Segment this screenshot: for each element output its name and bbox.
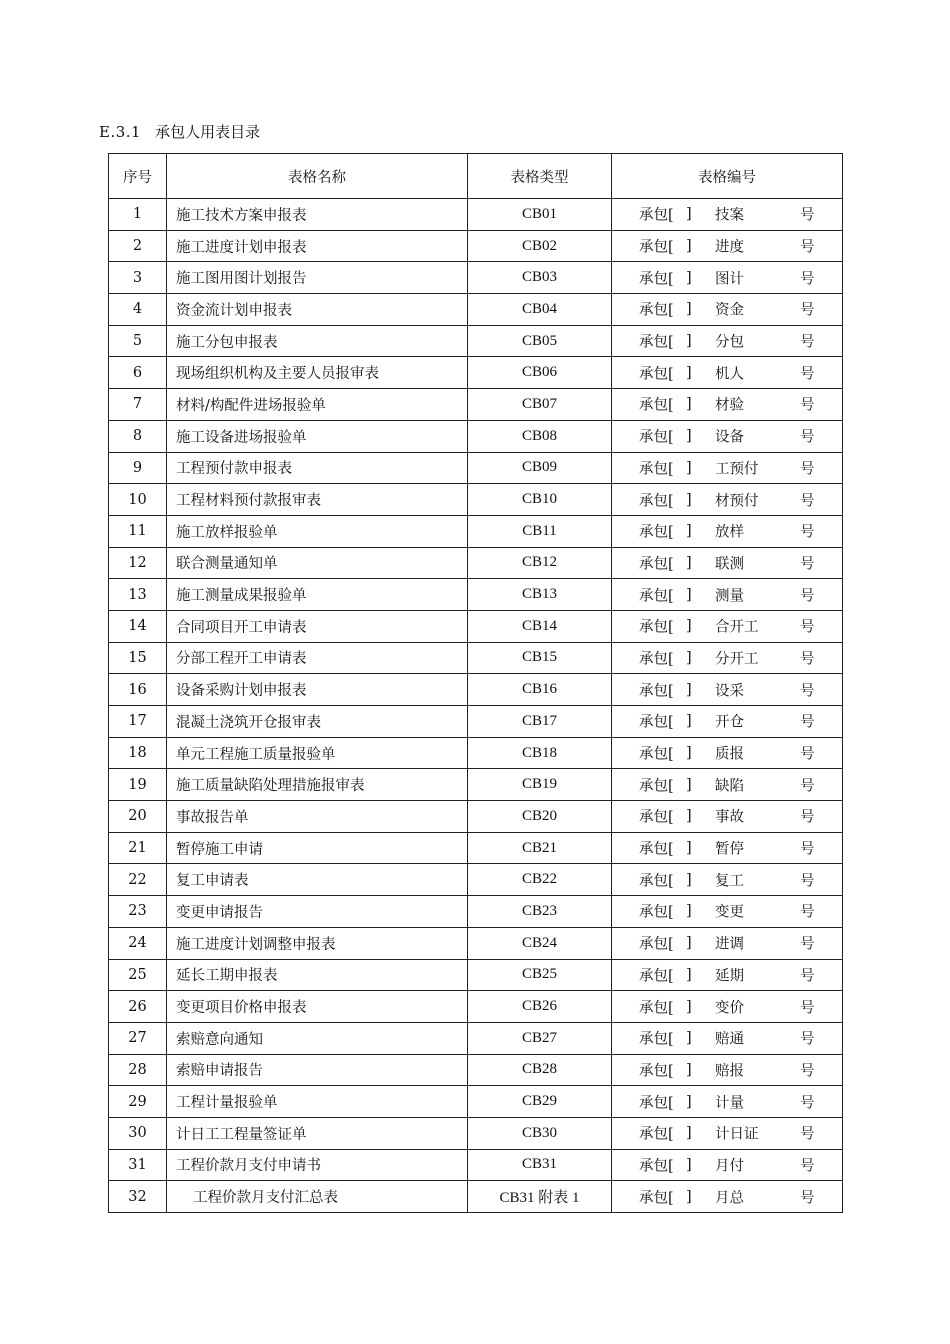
form-type: CB01 bbox=[468, 199, 612, 231]
code-bracket-close: ] bbox=[686, 1156, 692, 1173]
code-bracket-close: ] bbox=[686, 396, 692, 413]
table-row bbox=[109, 294, 843, 326]
form-type: CB06 bbox=[468, 357, 612, 389]
form-type: CB03 bbox=[468, 262, 612, 294]
form-name: 工程预付款申报表 bbox=[167, 452, 468, 484]
form-name: 施工质量缺陷处理措施报审表 bbox=[167, 769, 468, 801]
form-name: 索赔意向通知 bbox=[167, 1022, 468, 1054]
form-name: 事故报告单 bbox=[167, 801, 468, 833]
code-suffix: 号 bbox=[800, 1190, 815, 1207]
code-abbreviation: 资金 bbox=[715, 302, 744, 319]
code-abbreviation: 联测 bbox=[715, 556, 744, 573]
form-name: 工程价款月支付汇总表 bbox=[167, 1181, 468, 1213]
table-row bbox=[109, 959, 843, 991]
code-bracket-close: ] bbox=[686, 238, 692, 255]
code-prefix: 承包[ bbox=[639, 271, 674, 288]
code-prefix: 承包[ bbox=[639, 588, 674, 605]
form-name: 施工放样报验单 bbox=[167, 515, 468, 547]
form-name: 施工分包申报表 bbox=[167, 325, 468, 357]
code-suffix: 号 bbox=[800, 1031, 815, 1048]
form-code bbox=[612, 959, 843, 991]
code-abbreviation: 分开工 bbox=[715, 651, 759, 668]
form-type: CB02 bbox=[468, 230, 612, 262]
code-suffix: 号 bbox=[800, 207, 815, 224]
table-row bbox=[109, 1054, 843, 1086]
table-row bbox=[109, 896, 843, 928]
code-suffix: 号 bbox=[800, 936, 815, 953]
form-name: 资金流计划申报表 bbox=[167, 294, 468, 326]
code-abbreviation: 变价 bbox=[715, 1000, 744, 1017]
form-name: 索赔申请报告 bbox=[167, 1054, 468, 1086]
table-row bbox=[109, 1181, 843, 1213]
code-bracket-close: ] bbox=[686, 1061, 692, 1078]
form-code bbox=[612, 515, 843, 547]
code-bracket-close: ] bbox=[686, 586, 692, 603]
form-name: 复工申请表 bbox=[167, 864, 468, 896]
code-prefix: 承包[ bbox=[639, 302, 674, 319]
code-abbreviation: 事故 bbox=[715, 809, 744, 826]
code-abbreviation: 复工 bbox=[715, 873, 744, 890]
row-index: 26 bbox=[109, 991, 167, 1023]
table-row bbox=[109, 991, 843, 1023]
code-prefix: 承包[ bbox=[639, 778, 674, 795]
row-index: 11 bbox=[109, 515, 167, 547]
form-name: 联合测量通知单 bbox=[167, 547, 468, 579]
table-row bbox=[109, 674, 843, 706]
form-type: CB07 bbox=[468, 389, 612, 421]
form-type: CB16 bbox=[468, 674, 612, 706]
table-row bbox=[109, 801, 843, 833]
form-name: 施工图用图计划报告 bbox=[167, 262, 468, 294]
code-bracket-close: ] bbox=[686, 491, 692, 508]
table-row bbox=[109, 199, 843, 231]
code-bracket-close: ] bbox=[686, 776, 692, 793]
table-row bbox=[109, 325, 843, 357]
table-row bbox=[109, 927, 843, 959]
row-index: 19 bbox=[109, 769, 167, 801]
code-suffix: 号 bbox=[800, 524, 815, 541]
form-type: CB28 bbox=[468, 1054, 612, 1086]
form-name: 施工测量成果报验单 bbox=[167, 579, 468, 611]
code-abbreviation: 进调 bbox=[715, 936, 744, 953]
form-code bbox=[612, 674, 843, 706]
code-bracket-close: ] bbox=[686, 364, 692, 381]
form-type: CB21 bbox=[468, 832, 612, 864]
form-name: 延长工期申报表 bbox=[167, 959, 468, 991]
code-suffix: 号 bbox=[800, 778, 815, 795]
form-code bbox=[612, 1022, 843, 1054]
code-bracket-close: ] bbox=[686, 1188, 692, 1205]
form-name: 分部工程开工申请表 bbox=[167, 642, 468, 674]
code-abbreviation: 月付 bbox=[715, 1158, 744, 1175]
form-type: CB25 bbox=[468, 959, 612, 991]
row-index: 24 bbox=[109, 927, 167, 959]
row-index: 27 bbox=[109, 1022, 167, 1054]
code-suffix: 号 bbox=[800, 461, 815, 478]
code-suffix: 号 bbox=[800, 683, 815, 700]
code-bracket-close: ] bbox=[686, 269, 692, 286]
row-index: 15 bbox=[109, 642, 167, 674]
code-abbreviation: 暂停 bbox=[715, 841, 744, 858]
code-prefix: 承包[ bbox=[639, 683, 674, 700]
code-prefix: 承包[ bbox=[639, 524, 674, 541]
code-bracket-close: ] bbox=[686, 428, 692, 445]
table-row bbox=[109, 1086, 843, 1118]
table-row bbox=[109, 769, 843, 801]
code-bracket-close: ] bbox=[686, 713, 692, 730]
row-index: 14 bbox=[109, 610, 167, 642]
code-bracket-close: ] bbox=[686, 840, 692, 857]
form-code bbox=[612, 801, 843, 833]
form-code bbox=[612, 262, 843, 294]
form-code bbox=[612, 1181, 843, 1213]
code-suffix: 号 bbox=[800, 302, 815, 319]
code-prefix: 承包[ bbox=[639, 746, 674, 763]
row-index: 20 bbox=[109, 801, 167, 833]
column-header-type: 表格类型 bbox=[468, 154, 612, 199]
row-index: 1 bbox=[109, 199, 167, 231]
form-type: CB26 bbox=[468, 991, 612, 1023]
section-title: 承包人用表目录 bbox=[155, 123, 261, 141]
code-bracket-close: ] bbox=[686, 935, 692, 952]
column-header-name: 表格名称 bbox=[167, 154, 468, 199]
form-code bbox=[612, 199, 843, 231]
form-name: 施工设备进场报验单 bbox=[167, 420, 468, 452]
row-index: 31 bbox=[109, 1149, 167, 1181]
table-row bbox=[109, 230, 843, 262]
code-bracket-close: ] bbox=[686, 459, 692, 476]
form-code bbox=[612, 1149, 843, 1181]
code-abbreviation: 材验 bbox=[715, 397, 744, 414]
form-name: 施工进度计划申报表 bbox=[167, 230, 468, 262]
form-type: CB05 bbox=[468, 325, 612, 357]
table-row bbox=[109, 452, 843, 484]
code-prefix: 承包[ bbox=[639, 809, 674, 826]
code-abbreviation: 设采 bbox=[715, 683, 744, 700]
form-name: 施工进度计划调整申报表 bbox=[167, 927, 468, 959]
row-index: 28 bbox=[109, 1054, 167, 1086]
form-type: CB22 bbox=[468, 864, 612, 896]
form-code bbox=[612, 1117, 843, 1149]
form-type: CB18 bbox=[468, 737, 612, 769]
table-row bbox=[109, 1117, 843, 1149]
code-bracket-close: ] bbox=[686, 681, 692, 698]
code-suffix: 号 bbox=[800, 873, 815, 890]
code-prefix: 承包[ bbox=[639, 1031, 674, 1048]
code-prefix: 承包[ bbox=[639, 873, 674, 890]
table-row bbox=[109, 357, 843, 389]
table-row bbox=[109, 484, 843, 516]
code-abbreviation: 延期 bbox=[715, 968, 744, 985]
form-type: CB04 bbox=[468, 294, 612, 326]
code-bracket-close: ] bbox=[686, 1030, 692, 1047]
row-index: 13 bbox=[109, 579, 167, 611]
code-prefix: 承包[ bbox=[639, 429, 674, 446]
form-type: CB24 bbox=[468, 927, 612, 959]
form-code bbox=[612, 769, 843, 801]
table-row bbox=[109, 515, 843, 547]
row-index: 32 bbox=[109, 1181, 167, 1213]
row-index: 2 bbox=[109, 230, 167, 262]
form-code bbox=[612, 452, 843, 484]
code-suffix: 号 bbox=[800, 429, 815, 446]
form-name: 合同项目开工申请表 bbox=[167, 610, 468, 642]
table-row bbox=[109, 642, 843, 674]
form-type: CB10 bbox=[468, 484, 612, 516]
code-prefix: 承包[ bbox=[639, 207, 674, 224]
form-type: CB12 bbox=[468, 547, 612, 579]
code-abbreviation: 月总 bbox=[715, 1190, 744, 1207]
code-prefix: 承包[ bbox=[639, 1158, 674, 1175]
code-abbreviation: 图计 bbox=[715, 271, 744, 288]
code-prefix: 承包[ bbox=[639, 397, 674, 414]
form-code bbox=[612, 706, 843, 738]
form-type: CB23 bbox=[468, 896, 612, 928]
code-suffix: 号 bbox=[800, 397, 815, 414]
row-index: 4 bbox=[109, 294, 167, 326]
code-bracket-close: ] bbox=[686, 618, 692, 635]
code-suffix: 号 bbox=[800, 366, 815, 383]
section-heading bbox=[99, 121, 260, 143]
row-index: 7 bbox=[109, 389, 167, 421]
code-prefix: 承包[ bbox=[639, 1126, 674, 1143]
code-prefix: 承包[ bbox=[639, 1095, 674, 1112]
row-index: 18 bbox=[109, 737, 167, 769]
code-bracket-close: ] bbox=[686, 333, 692, 350]
code-prefix: 承包[ bbox=[639, 1063, 674, 1080]
code-prefix: 承包[ bbox=[639, 714, 674, 731]
code-abbreviation: 质报 bbox=[715, 746, 744, 763]
code-abbreviation: 设备 bbox=[715, 429, 744, 446]
row-index: 8 bbox=[109, 420, 167, 452]
form-type: CB30 bbox=[468, 1117, 612, 1149]
form-catalog-table bbox=[108, 153, 843, 1213]
row-index: 9 bbox=[109, 452, 167, 484]
code-suffix: 号 bbox=[800, 904, 815, 921]
section-number: E.3.1 bbox=[99, 123, 142, 141]
form-code bbox=[612, 547, 843, 579]
code-abbreviation: 技案 bbox=[715, 207, 744, 224]
form-code bbox=[612, 325, 843, 357]
form-type: CB29 bbox=[468, 1086, 612, 1118]
form-code bbox=[612, 832, 843, 864]
row-index: 17 bbox=[109, 706, 167, 738]
code-abbreviation: 赔报 bbox=[715, 1063, 744, 1080]
form-type: CB17 bbox=[468, 706, 612, 738]
row-index: 23 bbox=[109, 896, 167, 928]
table-row bbox=[109, 389, 843, 421]
row-index: 25 bbox=[109, 959, 167, 991]
code-prefix: 承包[ bbox=[639, 904, 674, 921]
code-abbreviation: 分包 bbox=[715, 334, 744, 351]
form-name: 单元工程施工质量报验单 bbox=[167, 737, 468, 769]
form-name: 混凝土浇筑开仓报审表 bbox=[167, 706, 468, 738]
form-type: CB31 bbox=[468, 1149, 612, 1181]
form-code bbox=[612, 579, 843, 611]
form-type: CB27 bbox=[468, 1022, 612, 1054]
table-header-row bbox=[109, 154, 843, 199]
form-code bbox=[612, 610, 843, 642]
code-suffix: 号 bbox=[800, 271, 815, 288]
row-index: 12 bbox=[109, 547, 167, 579]
table-body bbox=[109, 199, 843, 1213]
form-name: 工程计量报验单 bbox=[167, 1086, 468, 1118]
code-suffix: 号 bbox=[800, 809, 815, 826]
code-prefix: 承包[ bbox=[639, 1000, 674, 1017]
code-suffix: 号 bbox=[800, 493, 815, 510]
form-code bbox=[612, 420, 843, 452]
form-code bbox=[612, 864, 843, 896]
code-suffix: 号 bbox=[800, 714, 815, 731]
table-row bbox=[109, 262, 843, 294]
table-row bbox=[109, 706, 843, 738]
code-bracket-close: ] bbox=[686, 998, 692, 1015]
form-type: CB08 bbox=[468, 420, 612, 452]
table-row bbox=[109, 420, 843, 452]
table-row bbox=[109, 1149, 843, 1181]
code-bracket-close: ] bbox=[686, 871, 692, 888]
row-index: 30 bbox=[109, 1117, 167, 1149]
code-bracket-close: ] bbox=[686, 1093, 692, 1110]
code-prefix: 承包[ bbox=[639, 556, 674, 573]
form-code bbox=[612, 1054, 843, 1086]
column-header-code: 表格编号 bbox=[612, 154, 843, 199]
code-prefix: 承包[ bbox=[639, 239, 674, 256]
form-name: 工程价款月支付申请书 bbox=[167, 1149, 468, 1181]
code-abbreviation: 变更 bbox=[715, 904, 744, 921]
code-abbreviation: 计日证 bbox=[715, 1126, 759, 1143]
form-type: CB19 bbox=[468, 769, 612, 801]
code-suffix: 号 bbox=[800, 1158, 815, 1175]
row-index: 3 bbox=[109, 262, 167, 294]
code-bracket-close: ] bbox=[686, 966, 692, 983]
row-index: 10 bbox=[109, 484, 167, 516]
code-suffix: 号 bbox=[800, 334, 815, 351]
form-code bbox=[612, 896, 843, 928]
code-bracket-close: ] bbox=[686, 1125, 692, 1142]
form-code bbox=[612, 927, 843, 959]
form-code bbox=[612, 230, 843, 262]
form-name: 施工技术方案申报表 bbox=[167, 199, 468, 231]
table-row bbox=[109, 737, 843, 769]
form-code bbox=[612, 737, 843, 769]
form-code bbox=[612, 389, 843, 421]
row-index: 22 bbox=[109, 864, 167, 896]
table-row bbox=[109, 547, 843, 579]
code-bracket-close: ] bbox=[686, 745, 692, 762]
code-bracket-close: ] bbox=[686, 649, 692, 666]
code-bracket-close: ] bbox=[686, 808, 692, 825]
form-type: CB14 bbox=[468, 610, 612, 642]
table-row bbox=[109, 832, 843, 864]
code-abbreviation: 材预付 bbox=[715, 493, 759, 510]
form-type: CB15 bbox=[468, 642, 612, 674]
code-suffix: 号 bbox=[800, 841, 815, 858]
code-suffix: 号 bbox=[800, 1063, 815, 1080]
code-suffix: 号 bbox=[800, 1095, 815, 1112]
code-abbreviation: 开仓 bbox=[715, 714, 744, 731]
form-type: CB11 bbox=[468, 515, 612, 547]
table-row bbox=[109, 1022, 843, 1054]
code-prefix: 承包[ bbox=[639, 1190, 674, 1207]
form-name: 设备采购计划申报表 bbox=[167, 674, 468, 706]
code-prefix: 承包[ bbox=[639, 651, 674, 668]
code-abbreviation: 机人 bbox=[715, 366, 744, 383]
code-suffix: 号 bbox=[800, 239, 815, 256]
code-abbreviation: 合开工 bbox=[715, 619, 759, 636]
code-suffix: 号 bbox=[800, 619, 815, 636]
code-bracket-close: ] bbox=[686, 523, 692, 540]
code-prefix: 承包[ bbox=[639, 936, 674, 953]
table-row bbox=[109, 610, 843, 642]
form-code bbox=[612, 991, 843, 1023]
row-index: 6 bbox=[109, 357, 167, 389]
form-type: CB13 bbox=[468, 579, 612, 611]
code-abbreviation: 进度 bbox=[715, 239, 744, 256]
row-index: 16 bbox=[109, 674, 167, 706]
code-prefix: 承包[ bbox=[639, 619, 674, 636]
form-name: 现场组织机构及主要人员报审表 bbox=[167, 357, 468, 389]
form-type: CB31 附表 1 bbox=[468, 1181, 612, 1213]
form-name: 计日工工程量签证单 bbox=[167, 1117, 468, 1149]
form-code bbox=[612, 294, 843, 326]
code-prefix: 承包[ bbox=[639, 334, 674, 351]
code-abbreviation: 缺陷 bbox=[715, 778, 744, 795]
code-prefix: 承包[ bbox=[639, 841, 674, 858]
code-abbreviation: 工预付 bbox=[715, 461, 759, 478]
form-code bbox=[612, 484, 843, 516]
form-type: CB09 bbox=[468, 452, 612, 484]
code-suffix: 号 bbox=[800, 746, 815, 763]
code-suffix: 号 bbox=[800, 556, 815, 573]
row-index: 21 bbox=[109, 832, 167, 864]
code-prefix: 承包[ bbox=[639, 461, 674, 478]
code-bracket-close: ] bbox=[686, 206, 692, 223]
code-bracket-close: ] bbox=[686, 554, 692, 571]
form-code bbox=[612, 642, 843, 674]
code-suffix: 号 bbox=[800, 651, 815, 668]
form-name: 暂停施工申请 bbox=[167, 832, 468, 864]
code-suffix: 号 bbox=[800, 1000, 815, 1017]
row-index: 5 bbox=[109, 325, 167, 357]
code-abbreviation: 计量 bbox=[715, 1095, 744, 1112]
code-bracket-close: ] bbox=[686, 301, 692, 318]
form-name: 变更申请报告 bbox=[167, 896, 468, 928]
form-name: 变更项目价格申报表 bbox=[167, 991, 468, 1023]
row-index: 29 bbox=[109, 1086, 167, 1118]
form-name: 材料/构配件进场报验单 bbox=[167, 389, 468, 421]
code-suffix: 号 bbox=[800, 968, 815, 985]
form-code bbox=[612, 357, 843, 389]
table-row bbox=[109, 864, 843, 896]
form-name: 工程材料预付款报审表 bbox=[167, 484, 468, 516]
code-abbreviation: 赔通 bbox=[715, 1031, 744, 1048]
code-bracket-close: ] bbox=[686, 903, 692, 920]
form-type: CB20 bbox=[468, 801, 612, 833]
code-abbreviation: 测量 bbox=[715, 588, 744, 605]
code-abbreviation: 放样 bbox=[715, 524, 744, 541]
code-prefix: 承包[ bbox=[639, 366, 674, 383]
code-suffix: 号 bbox=[800, 1126, 815, 1143]
table-row bbox=[109, 579, 843, 611]
code-prefix: 承包[ bbox=[639, 968, 674, 985]
code-prefix: 承包[ bbox=[639, 493, 674, 510]
form-code bbox=[612, 1086, 843, 1118]
code-suffix: 号 bbox=[800, 588, 815, 605]
column-header-index: 序号 bbox=[109, 154, 167, 199]
